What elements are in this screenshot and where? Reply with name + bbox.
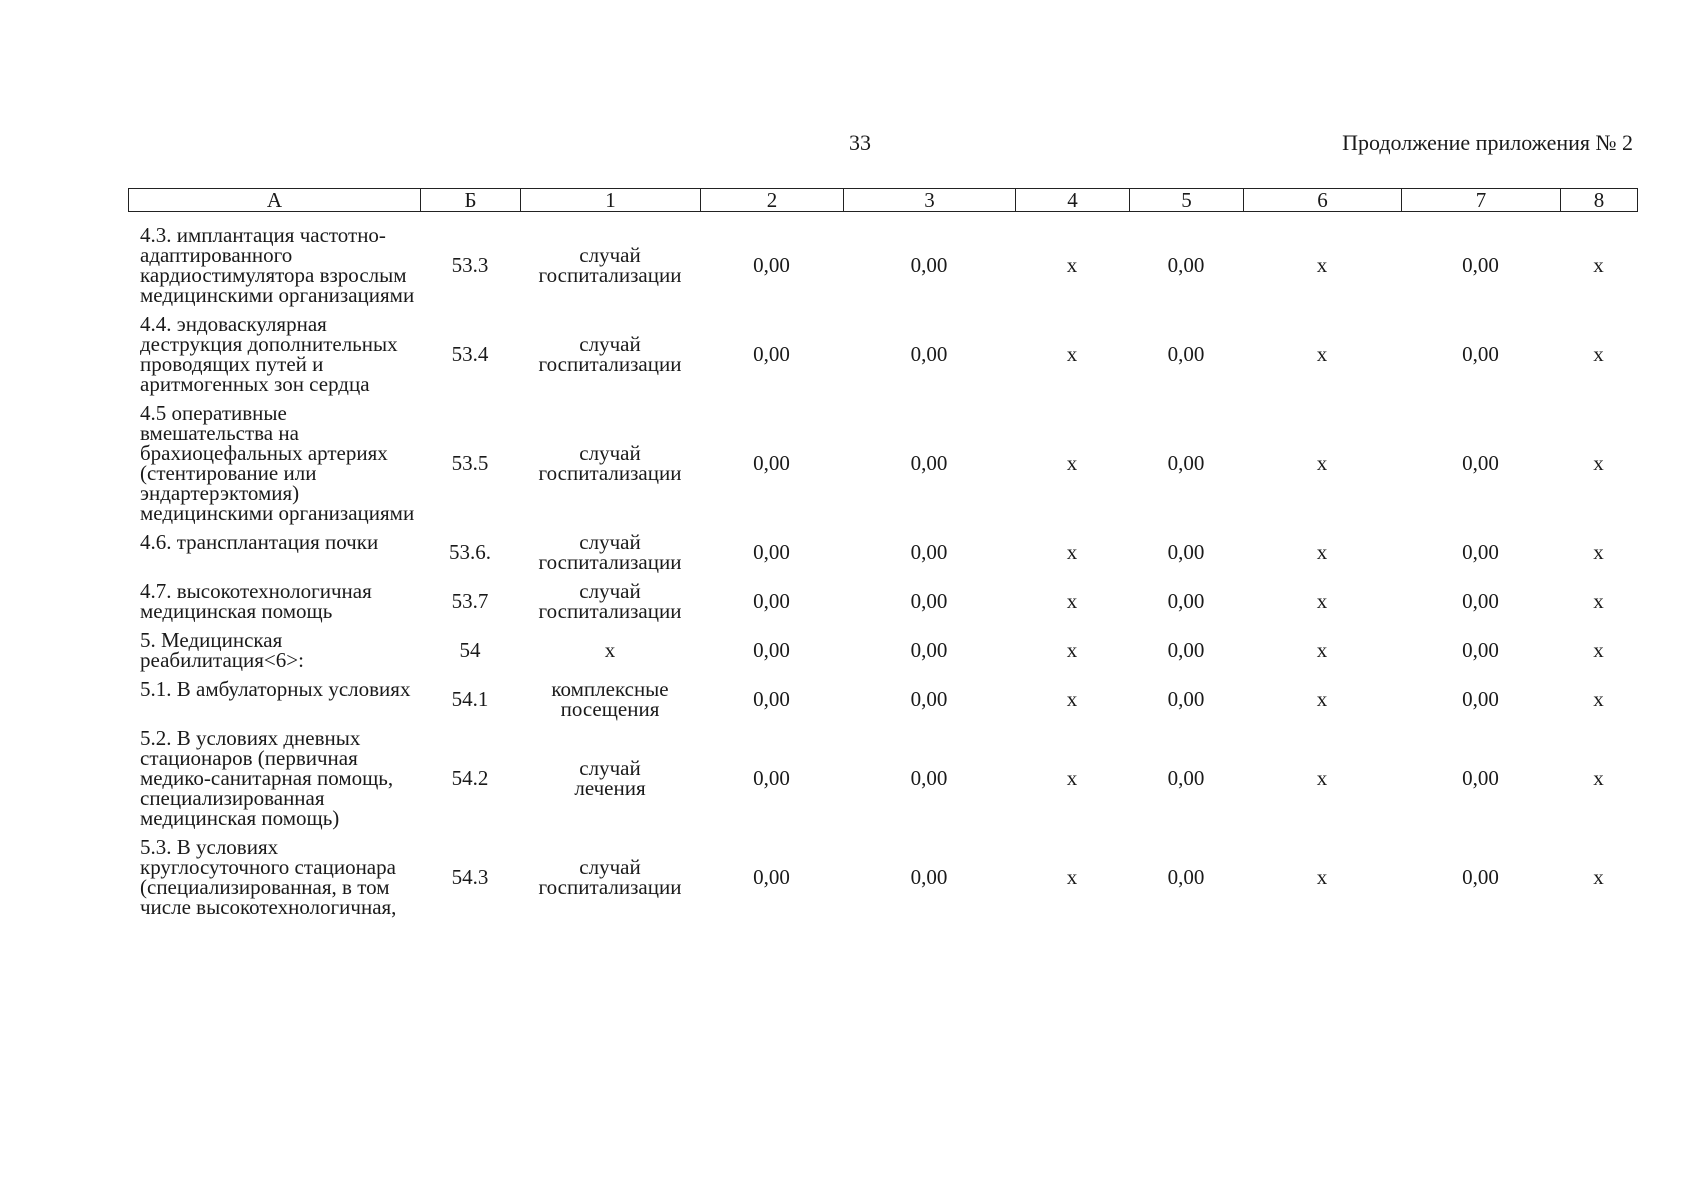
unit-line: госпитализации (538, 875, 682, 899)
table-row (128, 725, 1637, 834)
value-cell-c8: х (1593, 687, 1604, 711)
value-cell-c4: х (1066, 687, 1078, 711)
value-cell-c5: 0,00 (1167, 766, 1205, 790)
page-number: 33 (849, 130, 871, 155)
column-header: 1 (521, 189, 701, 212)
unit-line: госпитализации (538, 550, 682, 574)
unit-cell (520, 311, 700, 400)
value-cell-c6: х (1316, 253, 1328, 277)
table-row (128, 222, 1637, 311)
value-cell-c5: 0,00 (1167, 865, 1205, 889)
value-cell-c4: х (1066, 766, 1078, 790)
value-cell-c8: х (1593, 540, 1604, 564)
value-cell-c7: 0,00 (1462, 687, 1499, 711)
row-code-cell: 53.5 (451, 451, 489, 475)
column-header: 3 (844, 189, 1016, 212)
value-cell-c2: 0,00 (753, 766, 790, 790)
value-cell-c5: 0,00 (1167, 540, 1205, 564)
column-header: 7 (1402, 189, 1561, 212)
unit-line: случай (579, 756, 641, 780)
row-code-cell: 53.6. (449, 540, 491, 564)
value-cell-c8: х (1593, 342, 1604, 366)
value-cell-c8: х (1593, 253, 1604, 277)
unit-line: случай (579, 441, 641, 465)
table-row (128, 400, 1637, 529)
value-cell-c3: 0,00 (910, 540, 948, 564)
table-row (128, 311, 1637, 400)
row-code-cell: 54.1 (451, 687, 489, 711)
data-table (128, 222, 1637, 923)
unit-line: х (604, 638, 616, 662)
unit-cell (520, 725, 700, 834)
unit-cell (520, 834, 700, 923)
unit-cell (520, 400, 700, 529)
indicator-name-cell: 4.3. имплантация частотно-адаптированного кардиостимулятора взрослым медицинскими организациями (140, 223, 415, 307)
unit-line: госпитализации (538, 461, 682, 485)
row-code-cell: 53.3 (451, 253, 489, 277)
column-header: 6 (1244, 189, 1402, 212)
value-cell-c6: х (1316, 687, 1328, 711)
indicator-name-cell: 4.6. трансплантация почки (140, 530, 379, 554)
value-cell-c7: 0,00 (1462, 253, 1499, 277)
unit-cell (520, 222, 700, 311)
value-cell-c4: х (1066, 638, 1078, 662)
column-header: 8 (1561, 189, 1638, 212)
indicator-name-cell: 5.1. В амбулаторных условиях (140, 677, 411, 701)
row-code-cell: 54.3 (451, 865, 489, 889)
value-cell-c3: 0,00 (910, 638, 948, 662)
value-cell-c5: 0,00 (1167, 687, 1205, 711)
column-header: А (129, 189, 421, 212)
value-cell-c4: х (1066, 253, 1078, 277)
unit-cell (520, 529, 700, 578)
indicator-name-cell: 4.5 оперативные вмешательства на брахиоцефальных артериях (стентирование или эндартерэктомия) медицинскими организациями (140, 401, 415, 525)
value-cell-c6: х (1316, 638, 1328, 662)
table-row (128, 627, 1637, 676)
unit-cell (520, 676, 700, 725)
value-cell-c3: 0,00 (910, 589, 948, 613)
value-cell-c6: х (1316, 865, 1328, 889)
unit-cell (520, 578, 700, 627)
value-cell-c5: 0,00 (1167, 589, 1205, 613)
value-cell-c8: х (1593, 766, 1604, 790)
value-cell-c8: х (1593, 589, 1604, 613)
value-cell-c2: 0,00 (753, 540, 790, 564)
column-header: 5 (1130, 189, 1244, 212)
value-cell-c3: 0,00 (910, 253, 948, 277)
unit-line: комплексные (551, 677, 669, 701)
value-cell-c4: х (1066, 451, 1078, 475)
value-cell-c2: 0,00 (753, 342, 790, 366)
value-cell-c7: 0,00 (1462, 589, 1499, 613)
value-cell-c8: х (1593, 451, 1604, 475)
value-cell-c4: х (1066, 865, 1078, 889)
unit-line: госпитализации (538, 263, 682, 287)
row-code-cell: 54 (459, 638, 481, 662)
value-cell-c8: х (1593, 865, 1604, 889)
value-cell-c5: 0,00 (1167, 451, 1205, 475)
table-row (128, 676, 1637, 725)
value-cell-c4: х (1066, 342, 1078, 366)
value-cell-c4: х (1066, 540, 1078, 564)
value-cell-c7: 0,00 (1462, 766, 1499, 790)
value-cell-c7: 0,00 (1462, 451, 1499, 475)
column-header-table (128, 188, 1638, 212)
unit-line: случай (579, 332, 641, 356)
indicator-name-cell: 4.7. высокотехнологичная медицинская помощь (140, 579, 372, 623)
value-cell-c7: 0,00 (1462, 342, 1499, 366)
indicator-name-cell: 5. Медицинская реабилитация<6>: (140, 628, 304, 672)
table-row (128, 529, 1637, 578)
row-code-cell: 54.2 (451, 766, 489, 790)
row-code-cell: 53.7 (451, 589, 489, 613)
value-cell-c8: х (1593, 638, 1604, 662)
indicator-name-cell: 4.4. эндоваскулярная деструкция дополнительных проводящих путей и аритмогенных зон сердца (140, 312, 398, 396)
value-cell-c7: 0,00 (1462, 638, 1499, 662)
value-cell-c3: 0,00 (910, 766, 948, 790)
unit-line: случай (579, 579, 641, 603)
unit-line: случай (579, 530, 641, 554)
table-row (128, 578, 1637, 627)
column-header: 2 (701, 189, 844, 212)
column-header-row (129, 189, 1638, 212)
value-cell-c2: 0,00 (753, 253, 790, 277)
appendix-continuation-label: Продолжение приложения № 2 (1342, 130, 1633, 155)
unit-cell (520, 627, 700, 676)
value-cell-c2: 0,00 (753, 638, 790, 662)
unit-line: госпитализации (538, 352, 682, 376)
unit-line: случай (579, 243, 641, 267)
value-cell-c3: 0,00 (910, 865, 948, 889)
value-cell-c3: 0,00 (910, 687, 948, 711)
value-cell-c5: 0,00 (1167, 638, 1205, 662)
value-cell-c4: х (1066, 589, 1078, 613)
value-cell-c3: 0,00 (910, 451, 948, 475)
unit-line: посещения (560, 697, 660, 721)
column-header: 4 (1016, 189, 1130, 212)
value-cell-c7: 0,00 (1462, 865, 1499, 889)
value-cell-c6: х (1316, 342, 1328, 366)
value-cell-c7: 0,00 (1462, 540, 1499, 564)
value-cell-c5: 0,00 (1167, 342, 1205, 366)
indicator-name-cell: 5.3. В условиях круглосуточного стационара (специализированная, в том числе высокотехнологичная, (140, 835, 397, 919)
indicator-name-cell: 5.2. В условиях дневных стационаров (первичная медико-санитарная помощь, специализированная медицинская помощь) (140, 726, 394, 830)
value-cell-c2: 0,00 (753, 451, 790, 475)
value-cell-c6: х (1316, 766, 1328, 790)
value-cell-c5: 0,00 (1167, 253, 1205, 277)
unit-line: госпитализации (538, 599, 682, 623)
value-cell-c2: 0,00 (753, 589, 790, 613)
unit-line: лечения (574, 776, 646, 800)
value-cell-c6: х (1316, 540, 1328, 564)
unit-line: случай (579, 855, 641, 879)
value-cell-c2: 0,00 (753, 865, 790, 889)
value-cell-c6: х (1316, 589, 1328, 613)
column-header: Б (421, 189, 521, 212)
value-cell-c6: х (1316, 451, 1328, 475)
table-row (128, 834, 1637, 923)
value-cell-c2: 0,00 (753, 687, 790, 711)
row-code-cell: 53.4 (451, 342, 489, 366)
value-cell-c3: 0,00 (910, 342, 948, 366)
